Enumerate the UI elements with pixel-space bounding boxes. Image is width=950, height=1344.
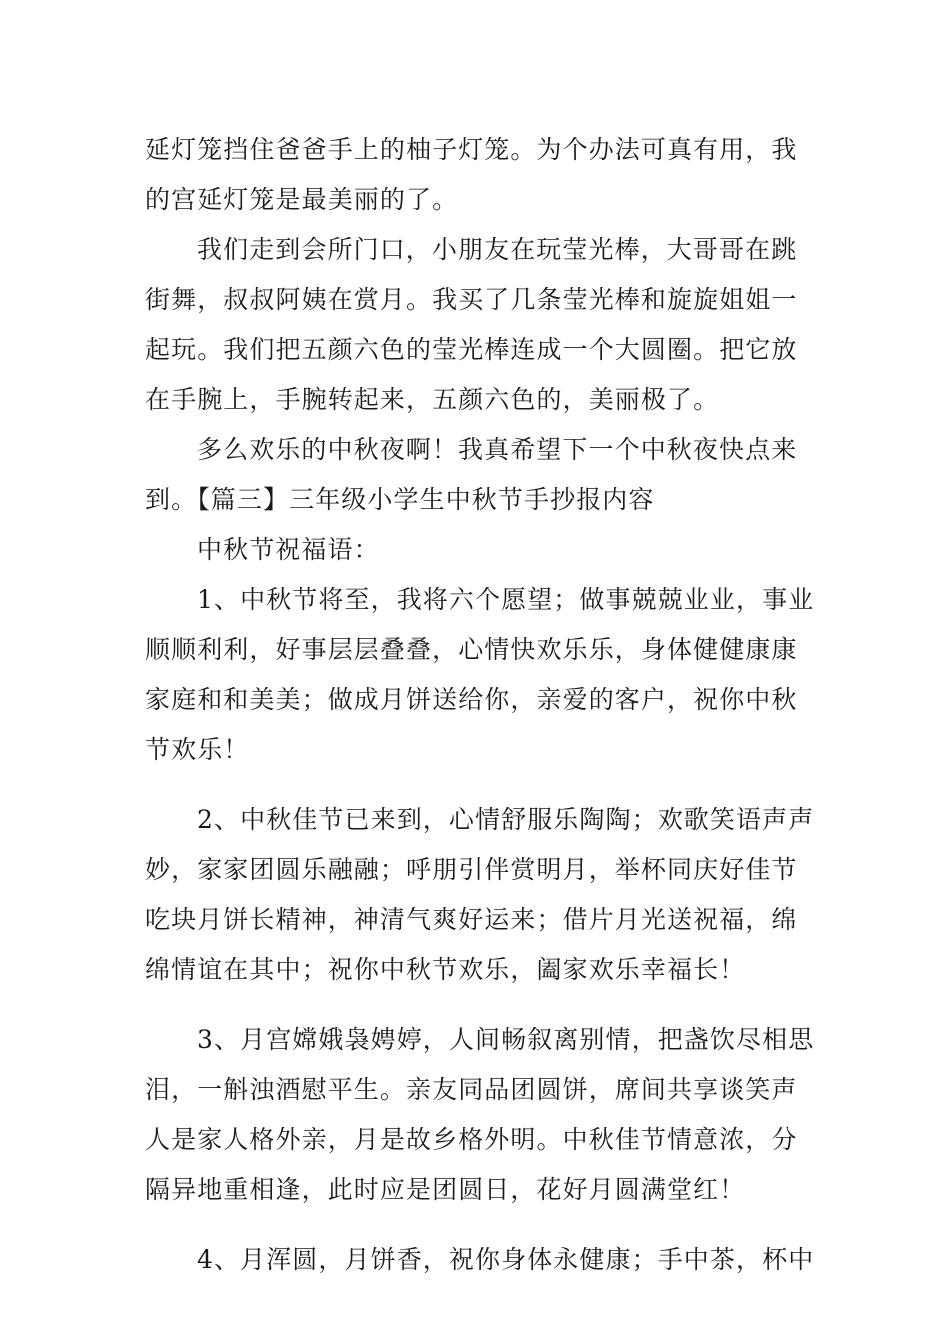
text-line: 顺顺利利，好事层层叠叠，心情快欢乐乐，身体健健康康 (145, 635, 798, 664)
paragraph-first-line: 3、月宫嫦娥袅娉婷，人间畅叙离别情，把盏饮尽相思 (197, 1025, 815, 1054)
paragraph-first-line: 4、月浑圆，月饼香，祝你身体永健康；手中茶，杯中 (197, 1245, 815, 1274)
text-line: 延灯笼挡住爸爸手上的柚子灯笼。为个办法可真有用，我 (145, 135, 798, 164)
paragraph-first-line: 我们走到会所门口，小朋友在玩莹光棒，大哥哥在跳 (197, 235, 798, 264)
paragraph-first-line: 1、中秋节将至，我将六个愿望；做事兢兢业业，事业 (197, 585, 815, 614)
text-line: 吃块月饼长精神，神清气爽好运来；借片月光送祝福，绵 (145, 905, 798, 934)
text-line: 妙，家家团圆乐融融；呼朋引伴赏明月，举杯同庆好佳节 (145, 855, 798, 884)
text-line: 人是家人格外亲，月是故乡格外明。中秋佳节情意浓，分 (145, 1125, 798, 1154)
text-line: 街舞，叔叔阿姨在赏月。我买了几条莹光棒和旋旋姐姐一 (145, 285, 798, 314)
paragraph-first-line: 多么欢乐的中秋夜啊！我真希望下一个中秋夜快点来 (197, 435, 798, 464)
text-line: 节欢乐！ (145, 735, 250, 764)
text-line: 隔异地重相逢，此时应是团圆日，花好月圆满堂红！ (145, 1175, 746, 1204)
text-line: 家庭和和美美；做成月饼送给你，亲爱的客户，祝你中秋 (145, 685, 798, 714)
text-line: 泪，一斛浊酒慰平生。亲友同品团圆饼，席间共享谈笑声 (145, 1075, 798, 1104)
text-line: 绵情谊在其中；祝你中秋节欢乐，阖家欢乐幸福长！ (145, 955, 746, 984)
paragraph-first-line: 2、中秋佳节已来到，心情舒服乐陶陶；欢歌笑语声声 (197, 805, 815, 834)
text-line: 在手腕上，手腕转起来，五颜六色的，美丽极了。 (145, 385, 720, 414)
text-line: 起玩。我们把五颜六色的莹光棒连成一个大圆圈。把它放 (145, 335, 798, 364)
text-line: 到。【篇三】三年级小学生中秋节手抄报内容 (145, 485, 655, 514)
text-line: 的宫延灯笼是最美丽的了。 (145, 185, 459, 214)
section-heading: 中秋节祝福语： (197, 535, 380, 564)
